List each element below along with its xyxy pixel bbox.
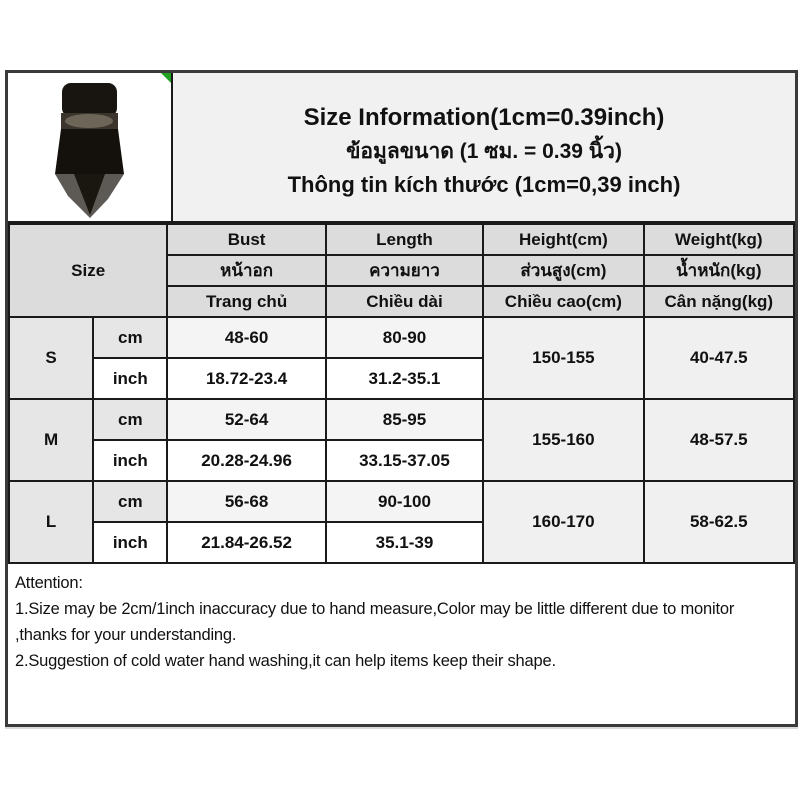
- header-weight-th: น้ำหนัก(kg): [644, 255, 794, 286]
- m-bust-cm: 52-64: [167, 399, 325, 440]
- m-weight: 48-57.5: [644, 399, 794, 481]
- header-height-vi: Chiều cao(cm): [483, 286, 643, 317]
- unit-label-inch: inch: [93, 440, 167, 481]
- size-header: Size: [9, 224, 167, 317]
- m-bust-inch: 20.28-24.96: [167, 440, 325, 481]
- s-bust-cm: 48-60: [167, 317, 325, 358]
- header-bust-en: Bust: [167, 224, 325, 255]
- s-length-cm: 80-90: [326, 317, 483, 358]
- size-table: [8, 223, 795, 564]
- title-vietnamese: Thông tin kích thước (1cm=0,39 inch): [287, 172, 681, 197]
- unit-label-cm: cm: [93, 481, 167, 522]
- s-weight: 40-47.5: [644, 317, 794, 399]
- header-weight-en: Weight(kg): [644, 224, 794, 255]
- unit-label-cm: cm: [93, 317, 167, 358]
- title-block: [8, 73, 795, 223]
- header-length-th: ความยาว: [326, 255, 483, 286]
- table-row-m-cm: [9, 399, 794, 440]
- product-photo: [8, 73, 173, 221]
- header-bust-th: หน้าอก: [167, 255, 325, 286]
- table-row-s-cm: [9, 317, 794, 358]
- m-length-inch: 33.15-37.05: [326, 440, 483, 481]
- attention-notes: [8, 564, 795, 724]
- size-m-label: M: [9, 399, 93, 481]
- l-length-cm: 90-100: [326, 481, 483, 522]
- unit-label-cm: cm: [93, 399, 167, 440]
- l-weight: 58-62.5: [644, 481, 794, 563]
- table-row-l-cm: [9, 481, 794, 522]
- green-corner-marker-icon: [161, 73, 171, 83]
- title-english: Size Information(1cm=0.39inch): [303, 104, 665, 131]
- s-bust-inch: 18.72-23.4: [167, 358, 325, 399]
- header-length-en: Length: [326, 224, 483, 255]
- l-height: 160-170: [483, 481, 643, 563]
- attention-heading: Attention:: [15, 574, 83, 592]
- l-bust-cm: 56-68: [167, 481, 325, 522]
- m-length-cm: 85-95: [326, 399, 483, 440]
- s-length-inch: 31.2-35.1: [326, 358, 483, 399]
- title-thai: ข้อมูลขนาด (1 ซม. = 0.39 นิ้ว): [346, 140, 622, 163]
- l-length-inch: 35.1-39: [326, 522, 483, 563]
- size-title: [173, 73, 795, 221]
- attention-note-2: 2.Suggestion of cold water hand washing,it can help items keep their shape.: [15, 652, 556, 670]
- unit-label-inch: inch: [93, 522, 167, 563]
- header-bust-vi: Trang chủ: [167, 286, 325, 317]
- header-height-en: Height(cm): [483, 224, 643, 255]
- header-height-th: ส่วนสูง(cm): [483, 255, 643, 286]
- header-weight-vi: Cân nặng(kg): [644, 286, 794, 317]
- size-s-label: S: [9, 317, 93, 399]
- s-height: 150-155: [483, 317, 643, 399]
- header-length-vi: Chiều dài: [326, 286, 483, 317]
- unit-label-inch: inch: [93, 358, 167, 399]
- garment-photo-icon: [22, 75, 157, 219]
- attention-note-1: 1.Size may be 2cm/1inch inaccuracy due to hand measure,Color may be little different due to monitor ,thanks for your understanding.: [15, 600, 739, 644]
- size-l-label: L: [9, 481, 93, 563]
- l-bust-inch: 21.84-26.52: [167, 522, 325, 563]
- size-chart-frame: [5, 70, 798, 727]
- m-height: 155-160: [483, 399, 643, 481]
